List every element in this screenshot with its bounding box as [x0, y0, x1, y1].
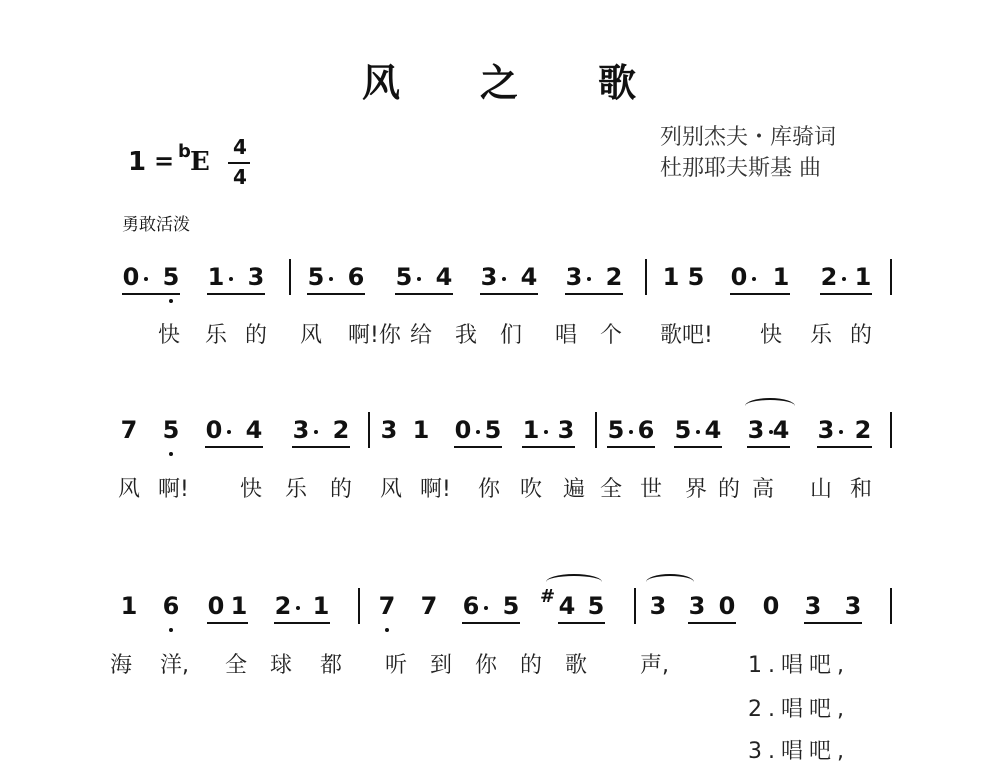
key-letter: E — [190, 147, 210, 177]
lyric-syllable: 唱 — [555, 323, 578, 348]
dotted-note-dot — [314, 430, 318, 434]
note: 5 — [687, 263, 705, 291]
lyric-syllable: 你 — [478, 477, 501, 502]
note: 3 — [292, 416, 310, 444]
note: 6 — [637, 416, 655, 444]
dotted-note-dot — [544, 430, 548, 434]
dotted-note-dot — [696, 430, 700, 434]
note: 2 — [854, 416, 872, 444]
note: 3 — [565, 263, 583, 291]
barline — [358, 588, 360, 624]
staff-line-1 — [0, 263, 1002, 323]
lyric-syllable: 歌吧! — [660, 323, 713, 348]
note: 7 — [420, 592, 438, 620]
note: 4 — [245, 416, 263, 444]
beam-underline — [462, 622, 520, 624]
lyric-syllable: 山 — [810, 477, 833, 502]
beam-underline — [565, 293, 623, 295]
time-fraction-bar — [228, 162, 250, 164]
note: 1 — [522, 416, 540, 444]
dotted-note-dot — [839, 430, 843, 434]
beam-underline — [817, 446, 872, 448]
note: 1 — [854, 263, 872, 291]
tie-arc — [745, 398, 795, 414]
note: 3 — [557, 416, 575, 444]
staff-line-3 — [0, 586, 1002, 652]
credits — [660, 122, 920, 184]
dotted-note-dot — [417, 277, 421, 281]
note: 3 — [688, 592, 706, 620]
lyric-syllable: 的 — [245, 323, 268, 348]
lyric-syllable: 风 — [300, 323, 323, 348]
key-equals: = — [154, 147, 175, 175]
dotted-note-dot — [587, 277, 591, 281]
title-char: 之 — [480, 60, 519, 105]
barline — [289, 259, 291, 295]
note: 0 — [122, 263, 140, 291]
song-title — [0, 52, 1002, 105]
lyric-syllable: 球 — [270, 653, 293, 678]
beam-underline — [607, 446, 655, 448]
lyric-syllable: 你 — [475, 653, 498, 678]
barline — [368, 412, 370, 448]
title-char: 风 — [362, 60, 401, 105]
beam-underline — [207, 622, 248, 624]
note: 7 — [120, 416, 138, 444]
note: 3 — [649, 592, 667, 620]
dotted-note-dot — [329, 277, 333, 281]
lyricist-credit: 列别杰夫・库骑词 — [660, 125, 837, 150]
note: 5 — [395, 263, 413, 291]
note: 6 — [162, 592, 180, 620]
note: 1 — [230, 592, 248, 620]
tempo-marking: 勇敢活泼 — [122, 215, 190, 235]
dotted-note-dot — [296, 606, 300, 610]
note: 1 — [412, 416, 430, 444]
note: 1 — [772, 263, 790, 291]
lyric-syllable: 吹 — [520, 477, 543, 502]
staff-line-2 — [0, 416, 1002, 476]
lyric-syllable: 们 — [500, 323, 523, 348]
note: 0 — [454, 416, 472, 444]
barline — [890, 412, 892, 448]
tie-arc — [646, 574, 694, 590]
barline — [645, 259, 647, 295]
lyric-syllable: 高 — [752, 477, 775, 502]
lyric-syllable: 界 — [685, 477, 708, 502]
note: 3 — [817, 416, 835, 444]
lyric-syllable: 的 — [330, 477, 353, 502]
lyric-syllable: 的 — [520, 653, 543, 678]
beam-underline — [454, 446, 502, 448]
lyrics-line-3 — [0, 648, 1002, 682]
lyric-syllable: 给 — [410, 323, 433, 348]
sharp-sign: # — [540, 586, 556, 607]
note: 4 — [704, 416, 722, 444]
key-tonic: 1 — [128, 147, 147, 177]
note: 3 — [844, 592, 862, 620]
barline — [595, 412, 597, 448]
note: 0 — [730, 263, 748, 291]
note: 6 — [462, 592, 480, 620]
lyric-syllable: 都 — [320, 653, 343, 678]
beam-underline — [122, 293, 180, 295]
dotted-note-dot — [484, 606, 488, 610]
dotted-note-dot — [144, 277, 148, 281]
note: 1 — [120, 592, 138, 620]
note: 2 — [332, 416, 350, 444]
lyric-syllable: 风 — [380, 477, 403, 502]
lyric-syllable: 快 — [760, 323, 783, 348]
octave-dot — [385, 628, 389, 632]
note: 3 — [380, 416, 398, 444]
dotted-note-dot — [227, 430, 231, 434]
beam-underline — [292, 446, 350, 448]
lyric-syllable: 全 — [600, 477, 623, 502]
lyric-syllable: 全 — [225, 653, 248, 678]
beam-underline — [274, 622, 330, 624]
beam-underline — [558, 622, 605, 624]
note: 5 — [502, 592, 520, 620]
lyric-syllable: 到 — [430, 653, 453, 678]
note: 0 — [762, 592, 780, 620]
note: 0 — [205, 416, 223, 444]
lyric-syllable: 乐 — [810, 323, 833, 348]
octave-dot — [169, 299, 173, 303]
note: 4 — [435, 263, 453, 291]
octave-dot — [169, 452, 173, 456]
beam-underline — [747, 446, 790, 448]
lyric-syllable: 个 — [600, 323, 623, 348]
dotted-note-dot — [752, 277, 756, 281]
dotted-note-dot — [476, 430, 480, 434]
note: 5 — [307, 263, 325, 291]
lyric-syllable: 遍 — [563, 477, 586, 502]
note: 5 — [162, 263, 180, 291]
note: 5 — [607, 416, 625, 444]
verse-3-label: 3.唱吧, — [748, 739, 850, 764]
lyric-syllable: 歌 — [565, 653, 588, 678]
lyric-syllable: 乐 — [285, 477, 308, 502]
note: 3 — [747, 416, 765, 444]
note: 1 — [312, 592, 330, 620]
beam-underline — [395, 293, 453, 295]
lyric-syllable: 快 — [240, 477, 263, 502]
lyric-syllable: 乐 — [205, 323, 228, 348]
lyric-syllable: 和 — [850, 477, 873, 502]
lyric-syllable: 海 — [110, 653, 133, 678]
dotted-note-dot — [229, 277, 233, 281]
note: 5 — [162, 416, 180, 444]
beam-underline — [688, 622, 736, 624]
lyric-syllable: 快 — [158, 323, 181, 348]
lyric-syllable: 啊! — [158, 477, 189, 502]
composer-credit: 杜那耶夫斯基 曲 — [660, 156, 821, 181]
note: 4 — [772, 416, 790, 444]
time-beats: 4 — [233, 135, 247, 159]
beam-underline — [674, 446, 722, 448]
lyric-syllable: 的 — [850, 323, 873, 348]
note: 5 — [484, 416, 502, 444]
note: 6 — [347, 263, 365, 291]
dotted-note-dot — [842, 277, 846, 281]
beam-underline — [730, 293, 790, 295]
barline — [890, 259, 892, 295]
note: 2 — [820, 263, 838, 291]
lyric-syllable: 听 — [385, 653, 408, 678]
beam-underline — [820, 293, 872, 295]
note: 5 — [587, 592, 605, 620]
note: 3 — [480, 263, 498, 291]
note: 4 — [558, 592, 576, 620]
lyric-syllable: 风 — [118, 477, 141, 502]
note: 3 — [247, 263, 265, 291]
note: 4 — [520, 263, 538, 291]
beam-underline — [480, 293, 538, 295]
dotted-note-dot — [629, 430, 633, 434]
lyric-syllable: 啊!你 — [348, 323, 401, 348]
dotted-note-dot — [502, 277, 506, 281]
verse-1-label: 1.唱吧, — [748, 653, 850, 678]
time-beat-unit: 4 — [233, 165, 247, 189]
note: 5 — [674, 416, 692, 444]
lyric-syllable: 世 — [640, 477, 663, 502]
lyric-syllable: 声, — [640, 653, 669, 678]
lyric-syllable: 我 — [455, 323, 478, 348]
lyrics-line-1 — [0, 318, 1002, 352]
barline — [634, 588, 636, 624]
note: 7 — [378, 592, 396, 620]
beam-underline — [207, 293, 265, 295]
lyrics-line-2 — [0, 472, 1002, 506]
note: 2 — [274, 592, 292, 620]
note: 0 — [207, 592, 225, 620]
title-char: 歌 — [598, 60, 637, 105]
lyric-syllable: 的 — [718, 477, 741, 502]
lyric-syllable: 啊! — [420, 477, 451, 502]
beam-underline — [205, 446, 263, 448]
note: 3 — [804, 592, 822, 620]
beam-underline — [522, 446, 575, 448]
note: 1 — [207, 263, 225, 291]
note: 1 — [662, 263, 680, 291]
lyric-syllable: 洋, — [160, 653, 189, 678]
note: 0 — [718, 592, 736, 620]
note: 2 — [605, 263, 623, 291]
flat-sign: b — [178, 141, 191, 162]
dotted-note-dot — [769, 430, 773, 434]
barline — [890, 588, 892, 624]
beam-underline — [307, 293, 365, 295]
key-signature — [120, 135, 260, 195]
verse-2-label: 2.唱吧, — [748, 697, 850, 722]
beam-underline — [804, 622, 862, 624]
octave-dot — [169, 628, 173, 632]
